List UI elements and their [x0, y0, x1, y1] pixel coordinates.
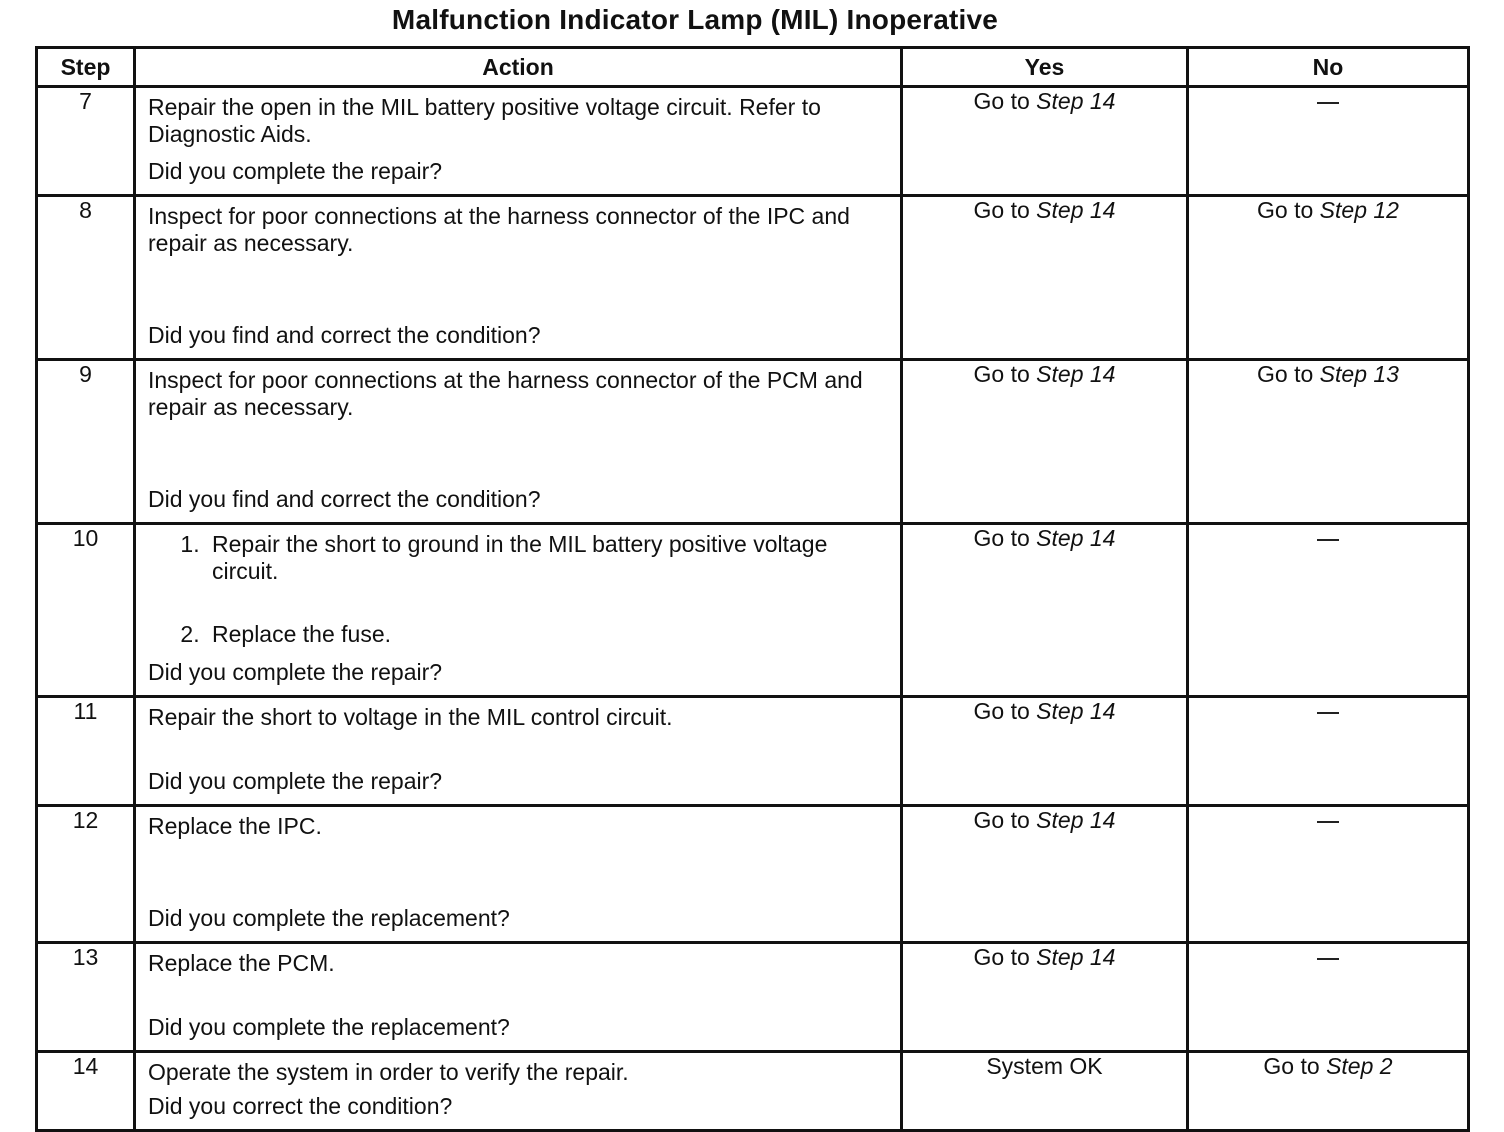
no-result-none — [1188, 524, 1469, 697]
step-number: 13 — [37, 943, 135, 1052]
action-text: Inspect for poor connections at the harness connector of the PCM and repair as necessary. — [148, 367, 863, 420]
table-row — [37, 806, 1469, 943]
action-cell — [135, 87, 902, 196]
no-result-none — [1188, 806, 1469, 943]
yes-result — [902, 196, 1188, 360]
yes-result-step-link: Step 14 — [1036, 197, 1116, 223]
yes-result — [902, 524, 1188, 697]
dash-mark — [1317, 821, 1339, 823]
action-question: Did you find and correct the condition? — [148, 486, 541, 512]
action-question: Did you complete the repair? — [148, 158, 443, 184]
action-steps-list — [148, 531, 890, 648]
action-step-item: 1. Repair the short to ground in the MIL battery positive voltage circuit. — [206, 531, 890, 585]
header-yes: Yes — [902, 48, 1188, 87]
yes-result-prefix: Go to — [973, 807, 1037, 833]
action-question: Did you complete the repair? — [148, 659, 443, 685]
action-text: Repair the open in the MIL battery positive voltage circuit. Refer to Diagnostic Aids. — [148, 94, 821, 147]
dash-mark — [1317, 712, 1339, 714]
action-question: Did you complete the replacement? — [148, 905, 510, 931]
yes-result-prefix: Go to — [973, 525, 1037, 551]
action-question: Did you complete the replacement? — [148, 1014, 510, 1040]
table-row — [37, 1052, 1469, 1131]
no-result-step-link: Step 2 — [1326, 1053, 1393, 1079]
action-text: Replace the PCM. — [148, 950, 335, 976]
step-number: 9 — [37, 360, 135, 524]
step-number: 8 — [37, 196, 135, 360]
step-number: 12 — [37, 806, 135, 943]
yes-result-prefix: Go to — [973, 197, 1037, 223]
action-question: Did you complete the repair? — [148, 768, 443, 794]
no-result-prefix: Go to — [1257, 361, 1320, 387]
dash-mark — [1317, 539, 1339, 541]
no-result-none — [1188, 697, 1469, 806]
action-cell — [135, 806, 902, 943]
yes-result — [902, 360, 1188, 524]
yes-result — [902, 87, 1188, 196]
no-result-none — [1188, 943, 1469, 1052]
action-cell — [135, 943, 902, 1052]
action-question: Did you find and correct the condition? — [148, 322, 541, 348]
yes-result-prefix: Go to — [973, 944, 1037, 970]
step-number: 7 — [37, 87, 135, 196]
yes-result-step-link: Step 14 — [1036, 807, 1116, 833]
yes-result — [902, 1052, 1188, 1131]
step-number: 10 — [37, 524, 135, 697]
action-cell — [135, 524, 902, 697]
yes-result-step-link: Step 14 — [1036, 88, 1116, 114]
no-result — [1188, 196, 1469, 360]
yes-result-prefix: Go to — [973, 361, 1037, 387]
yes-result-prefix: System OK — [986, 1053, 1103, 1079]
action-cell — [135, 196, 902, 360]
yes-result-prefix: Go to — [973, 88, 1037, 114]
no-result-prefix: Go to — [1257, 197, 1320, 223]
yes-result-step-link: Step 14 — [1036, 944, 1116, 970]
yes-result-prefix: Go to — [973, 698, 1037, 724]
table-row — [37, 524, 1469, 697]
no-result — [1188, 1052, 1469, 1131]
yes-result — [902, 943, 1188, 1052]
table-row — [37, 943, 1469, 1052]
step-number: 14 — [37, 1052, 135, 1131]
dash-mark — [1317, 102, 1339, 104]
table-row — [37, 196, 1469, 360]
yes-result — [902, 697, 1188, 806]
table-row — [37, 697, 1469, 806]
table-row — [37, 360, 1469, 524]
dash-mark — [1317, 958, 1339, 960]
no-result-step-link: Step 13 — [1319, 361, 1399, 387]
no-result-step-link: Step 12 — [1319, 197, 1399, 223]
diagnostic-table — [35, 46, 1470, 1132]
table-row — [37, 87, 1469, 196]
action-cell — [135, 360, 902, 524]
header-action: Action — [135, 48, 902, 87]
no-result-none — [1188, 87, 1469, 196]
yes-result-step-link: Step 14 — [1036, 525, 1116, 551]
header-no: No — [1188, 48, 1469, 87]
yes-result-step-link: Step 14 — [1036, 698, 1116, 724]
action-text: Replace the IPC. — [148, 813, 322, 839]
header-step: Step — [37, 48, 135, 87]
action-text: Operate the system in order to verify the repair. — [148, 1059, 629, 1085]
yes-result-step-link: Step 14 — [1036, 361, 1116, 387]
action-step-item: 2. Replace the fuse. — [206, 621, 890, 648]
yes-result — [902, 806, 1188, 943]
no-result-prefix: Go to — [1263, 1053, 1327, 1079]
page-title: Malfunction Indicator Lamp (MIL) Inoperative — [391, 4, 999, 35]
action-text: Inspect for poor connections at the harness connector of the IPC and repair as necessary. — [148, 203, 850, 256]
action-text: Repair the short to voltage in the MIL control circuit. — [148, 704, 673, 730]
action-cell — [135, 1052, 902, 1131]
step-number: 11 — [37, 697, 135, 806]
action-cell — [135, 697, 902, 806]
action-question: Did you correct the condition? — [148, 1093, 453, 1119]
table-header-row — [37, 48, 1469, 87]
no-result — [1188, 360, 1469, 524]
